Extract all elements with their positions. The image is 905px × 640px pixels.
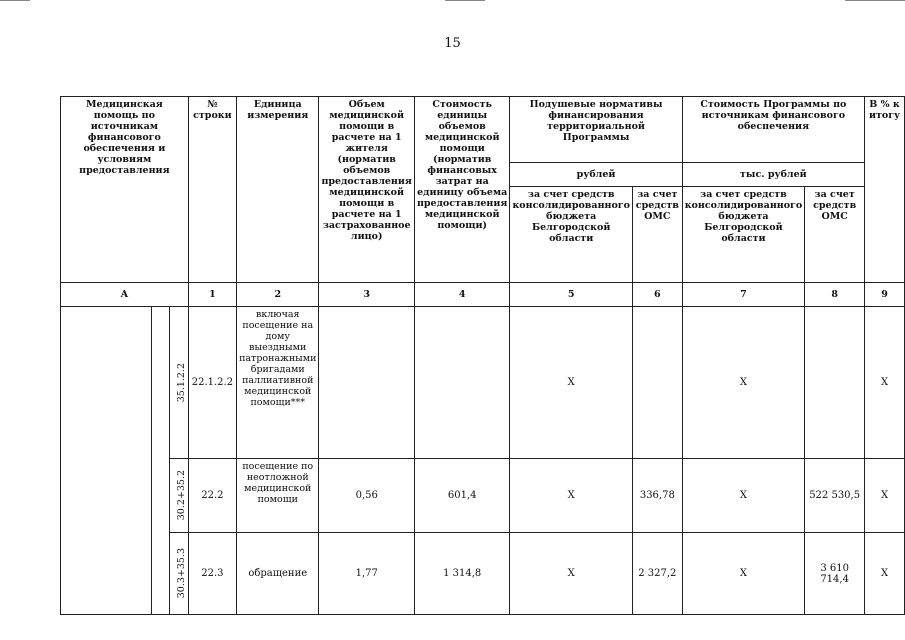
column-number-5: 5 xyxy=(510,283,633,307)
row-unit: обращение xyxy=(237,533,319,615)
column-number-2: 2 xyxy=(237,283,319,307)
row-per-capita-budget: Х xyxy=(510,307,633,459)
scan-edge-line-mid xyxy=(445,0,485,1)
row-unit: посещение по неотложной медицинской помощи xyxy=(237,459,319,533)
row-line-number: 22.1.2.2 xyxy=(188,307,236,459)
program-cost-table xyxy=(60,96,905,615)
header-col-a: Медицинская помощь по источникам финансового обеспечения и условиям предоставления xyxy=(61,97,189,283)
side-code-cell xyxy=(169,459,188,533)
column-number-6: 6 xyxy=(632,283,682,307)
row-volume: 0,56 xyxy=(319,459,415,533)
header-unit-thousand-rubles: тыс. рублей xyxy=(682,163,864,187)
row-cost-budget: Х xyxy=(682,307,805,459)
row-cost-oms: 3 610 714,4 xyxy=(805,533,865,615)
header-unit-rubles: рублей xyxy=(510,163,682,187)
column-number-7: 7 xyxy=(682,283,805,307)
header-col-6: за счет средств ОМС xyxy=(632,187,682,283)
column-number-a: А xyxy=(61,283,189,307)
header-col-3: Объем медицинской помощи в расчете на 1 жителя (норматив объемов предоставления медицинской помощи в расчете на 1 застрахованное лицо) xyxy=(319,97,415,283)
row-percent: Х xyxy=(865,307,905,459)
side-code: 30.2+35.2 xyxy=(176,470,188,521)
row-volume xyxy=(319,307,415,459)
header-col-7: за счет средств консолидированного бюджета Белгородской области xyxy=(682,187,805,283)
row-label-spacer xyxy=(152,307,169,615)
header-col-8: за счет средств ОМС xyxy=(805,187,865,283)
row-unit-cost xyxy=(414,307,509,459)
row-unit-cost: 601,4 xyxy=(414,459,509,533)
row-per-capita-budget: Х xyxy=(510,459,633,533)
header-col-1: № строки xyxy=(188,97,236,283)
page-number: 15 xyxy=(444,36,461,51)
row-volume: 1,77 xyxy=(319,533,415,615)
row-cost-budget: Х xyxy=(682,459,805,533)
row-per-capita-oms: 2 327,2 xyxy=(632,533,682,615)
column-number-9: 9 xyxy=(865,283,905,307)
side-code: 30.3+35.3 xyxy=(176,548,188,599)
side-code-cell xyxy=(169,307,188,459)
table-row xyxy=(61,307,905,459)
table-row xyxy=(61,533,905,615)
header-col-5-6: Подушевые нормативы финансирования территориальной Программы xyxy=(510,97,682,163)
row-per-capita-oms: 336,78 xyxy=(632,459,682,533)
table-row xyxy=(61,459,905,533)
side-code: 35.1.2.2 xyxy=(176,362,188,403)
column-number-4: 4 xyxy=(414,283,509,307)
column-number-8: 8 xyxy=(805,283,865,307)
header-col-2: Единица измерения xyxy=(237,97,319,283)
column-number-3: 3 xyxy=(319,283,415,307)
scan-edge-line-right xyxy=(845,0,905,1)
header-col-4: Стоимость единицы объемов медицинской помощи (норматив финансовых затрат на единицу объема предоставления медицинской помощи) xyxy=(414,97,509,283)
row-per-capita-oms xyxy=(632,307,682,459)
row-per-capita-budget: Х xyxy=(510,533,633,615)
column-number-1: 1 xyxy=(188,283,236,307)
row-line-number: 22.3 xyxy=(188,533,236,615)
row-percent: Х xyxy=(865,459,905,533)
row-label-cell xyxy=(61,307,152,615)
row-cost-oms xyxy=(805,307,865,459)
row-line-number: 22.2 xyxy=(188,459,236,533)
header-col-5: за счет средств консолидированного бюджета Белгородской области xyxy=(510,187,633,283)
row-unit: включая посещение на дому выездными патронажными бригадами паллиативной медицинской помощи*** xyxy=(237,307,319,459)
side-code-cell xyxy=(169,533,188,615)
header-col-9: В % к итогу xyxy=(865,97,905,283)
row-unit-cost: 1 314,8 xyxy=(414,533,509,615)
row-cost-budget: Х xyxy=(682,533,805,615)
header-col-7-8: Стоимость Программы по источникам финансового обеспечения xyxy=(682,97,864,163)
row-percent: Х xyxy=(865,533,905,615)
row-cost-oms: 522 530,5 xyxy=(805,459,865,533)
scan-edge-line-left xyxy=(0,0,30,1)
